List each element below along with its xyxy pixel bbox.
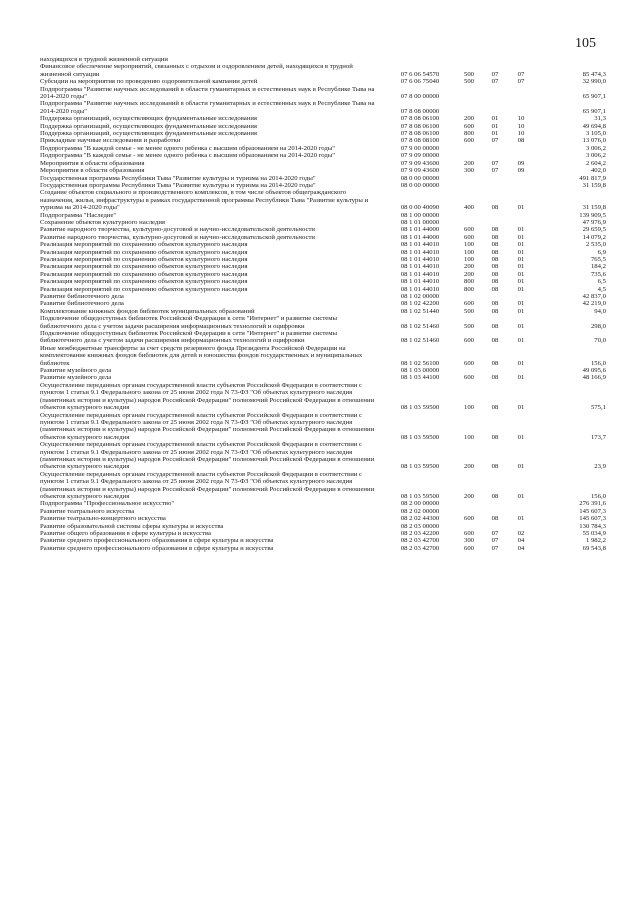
- row-code: 08 0 00 40090: [400, 204, 440, 212]
- table-row: [40, 293, 606, 300]
- row-vr: 600: [463, 300, 475, 308]
- row-name: Реализация мероприятий по сохранению объектов культурного наследия: [40, 285, 248, 293]
- row-pr: 01: [517, 374, 525, 382]
- row-name: Развитие библиотечного дела: [40, 293, 124, 300]
- row-pr: 07: [517, 78, 525, 86]
- row-name: Осуществление переданных органам государственной власти субъектов Российской Федерации в соответствии с пунктом 1 статьи 9.1 Федерального закона от 25 июня 2002 года N 73-ФЗ "Об объектах культурного наследия (памятниках истории и культуры) народов Российской Федерации" полномочий Российской Федерации в отношении объектов культурного наследия: [40, 411, 375, 441]
- row-amount: 23,9: [594, 463, 606, 471]
- row-name: Развитие образовательной системы сферы культуры и искусства: [40, 522, 224, 530]
- row-rz: 07: [491, 530, 499, 537]
- row-rz: 08: [491, 492, 499, 500]
- row-vr: 300: [463, 537, 475, 545]
- row-rz: 08: [491, 248, 499, 256]
- row-name: Осуществление переданных органам государственной власти субъектов Российской Федерации в соответствии с пунктом 1 статьи 9.1 Федерального закона от 25 июня 2002 года N 73-ФЗ "Об объектах культурного наследия (памятниках истории и культуры) народов Российской Федерации" полномочий Российской Федерации в отношении объектов культурного наследия: [40, 381, 375, 412]
- row-pr: 01: [517, 233, 525, 241]
- table-row: [40, 256, 606, 263]
- row-pr: 01: [517, 359, 525, 367]
- row-pr: 04: [517, 537, 525, 545]
- table-row: [40, 515, 606, 522]
- row-vr: 200: [463, 463, 475, 471]
- row-amount: 13 076,0: [582, 137, 606, 145]
- row-name: Государственная программа Республики Тыва "Развитие культуры и туризма на 2014-2020 годы": [40, 174, 316, 182]
- table-row: [40, 241, 606, 248]
- table-row: [40, 537, 606, 544]
- row-rz: 08: [491, 241, 499, 249]
- row-name: Подключение общедоступных библиотек Российской Федерации к сети "Интернет" и развитие системы библиотечного дела с учетом задачи расширения информационных технологий и оцифровки: [40, 315, 337, 330]
- row-vr: 800: [463, 285, 475, 293]
- row-amount: 173,7: [590, 433, 606, 441]
- table-row: [40, 100, 606, 115]
- table-row: [40, 175, 606, 182]
- row-vr: 600: [463, 233, 475, 241]
- row-pr: 01: [517, 263, 525, 271]
- row-amount: 65 907,1: [582, 93, 606, 101]
- row-name: Подпрограмма "В каждой семье - не менее одного ребенка с высшим образованием на 2014-2020 годы": [40, 144, 336, 152]
- row-pr: 01: [517, 255, 525, 263]
- row-amount: 85 474,3: [582, 70, 606, 78]
- row-amount: 3 006,2: [585, 152, 606, 160]
- table-row: [40, 219, 606, 226]
- row-amount: 42 837,0: [582, 293, 606, 300]
- row-rz: 08: [491, 278, 499, 286]
- row-amount: 31,3: [594, 115, 606, 123]
- row-code: 07 8 08 06100: [400, 130, 440, 138]
- row-vr: 600: [463, 337, 475, 345]
- row-name: Финансовое обеспечение мероприятий, связанных с отдыхом и оздоровлением детей, находящихся в трудной жизненной ситуации: [40, 63, 353, 78]
- row-pr: 08: [517, 137, 525, 145]
- row-rz: 01: [491, 115, 499, 123]
- row-rz: 08: [491, 337, 499, 345]
- row-code: 07 8 08 06100: [400, 115, 440, 123]
- row-vr: 100: [463, 241, 475, 249]
- row-name: Развитие народного творчества, культурно-досуговой и научно-исследовательской деятельности: [40, 233, 315, 241]
- row-amount: 156,0: [590, 359, 606, 367]
- table-row: [40, 234, 606, 241]
- row-vr: 400: [463, 204, 475, 212]
- row-code: 08 1 02 51460: [400, 322, 440, 330]
- row-vr: 600: [463, 374, 475, 382]
- row-code: 08 1 01 44010: [400, 241, 440, 249]
- row-name: Развитие музейного дела: [40, 374, 112, 382]
- row-rz: 07: [491, 78, 499, 86]
- row-name: Прикладные научные исследования и разработки: [40, 137, 181, 145]
- row-rz: 08: [491, 255, 499, 263]
- row-code: 08 2 03 42700: [400, 537, 440, 545]
- row-code: 08 1 03 59500: [400, 433, 440, 441]
- row-pr: 01: [517, 248, 525, 256]
- row-pr: 01: [517, 492, 525, 500]
- row-vr: 100: [463, 433, 475, 441]
- row-amount: 735,6: [590, 270, 606, 278]
- row-amount: 3 105,0: [585, 130, 606, 138]
- row-amount: 69 543,8: [582, 544, 606, 552]
- row-vr: 800: [463, 278, 475, 286]
- row-name: Мероприятия в области образования: [40, 167, 145, 175]
- row-vr: 600: [463, 515, 475, 523]
- row-name: Мероприятия в области образования: [40, 159, 145, 167]
- row-pr: 01: [517, 404, 525, 412]
- row-amount: 48 166,9: [582, 374, 606, 382]
- row-pr: 10: [517, 115, 525, 123]
- row-name: Реализация мероприятий по сохранению объектов культурного наследия: [40, 270, 248, 278]
- row-name: Осуществление переданных органам государственной власти субъектов Российской Федерации в соответствии с пунктом 1 статьи 9.1 Федерального закона от 25 июня 2002 года N 73-ФЗ "Об объектах культурного наследия (памятниках истории и культуры) народов Российской Федерации" полномочий Российской Федерации в отношении объектов культурного наследия: [40, 441, 375, 471]
- row-name: Развитие общего образования в сфере культуры и искусства: [40, 530, 211, 537]
- row-code: 08 1 01 44010: [400, 278, 440, 286]
- row-code: 08 2 03 00000: [400, 522, 440, 530]
- row-name: Подключение общедоступных библиотек Российской Федерации к сети "Интернет" и развитие системы библиотечного дела с учетом задачи расширения информационных технологий и оцифровки: [40, 330, 337, 345]
- row-amount: 55 034,9: [582, 530, 606, 537]
- table-row: [40, 523, 606, 530]
- row-code: 08 1 03 44100: [400, 374, 440, 382]
- row-name: Развитие среднего профессионального образования в сфере культуры и искусства: [40, 544, 274, 552]
- row-name: Подпрограмма "Наследие": [40, 211, 117, 219]
- row-code: 07 8 00 00000: [400, 93, 440, 101]
- row-name: Поддержка организаций, осуществляющих фундаментальные исследования: [40, 115, 258, 123]
- table-row: [40, 160, 606, 167]
- row-code: 08 1 01 44000: [400, 233, 440, 241]
- table-row: [40, 86, 606, 101]
- table-row: [40, 63, 606, 78]
- row-code: 08 1 02 00000: [400, 293, 440, 300]
- row-code: 08 1 03 00000: [400, 367, 440, 375]
- table-row: [40, 145, 606, 152]
- row-name: Поддержка организаций, осуществляющих фундаментальные исследования: [40, 130, 258, 138]
- row-name: Комплектование книжных фондов библиотек муниципальных образований: [40, 307, 255, 315]
- row-vr: 200: [463, 270, 475, 278]
- row-code: 08 1 02 42200: [400, 300, 440, 308]
- row-pr: 07: [517, 70, 525, 78]
- row-amount: 184,2: [590, 263, 606, 271]
- row-vr: 600: [463, 359, 475, 367]
- row-pr: 01: [517, 270, 525, 278]
- row-rz: 07: [491, 167, 499, 175]
- table-row: [40, 471, 606, 501]
- row-rz: 08: [491, 233, 499, 241]
- row-code: 08 2 02 44300: [400, 515, 440, 523]
- table-row: [40, 374, 606, 381]
- row-code: 08 1 01 00000: [400, 218, 440, 226]
- row-amount: 14 079,2: [582, 233, 606, 241]
- row-pr: 10: [517, 122, 525, 130]
- row-amount: 765,5: [590, 255, 606, 263]
- table-row: [40, 123, 606, 130]
- row-vr: 600: [463, 544, 475, 552]
- row-code: 08 1 03 59500: [400, 492, 440, 500]
- row-rz: 08: [491, 359, 499, 367]
- row-code: 08 1 01 44010: [400, 263, 440, 271]
- row-name: Развитие народного творчества, культурно-досуговой и научно-исследовательской деятельности: [40, 226, 315, 234]
- row-vr: 800: [463, 130, 475, 138]
- row-pr: 01: [517, 307, 525, 315]
- row-amount: 31 159,8: [582, 181, 606, 189]
- row-amount: 6,5: [597, 278, 606, 286]
- row-pr: 04: [517, 544, 525, 552]
- row-name: Подпрограмма "Развитие научных исследований в области гуманитарных и естественных наук в Республике Тыва на 2014-2020 годы": [40, 100, 375, 115]
- row-amount: 402,0: [590, 167, 606, 175]
- row-name: Подпрограмма "Развитие научных исследований в области гуманитарных и естественных наук в Республике Тыва на 2014-2020 годы": [40, 85, 375, 101]
- row-name: Реализация мероприятий по сохранению объектов культурного наследия: [40, 278, 248, 286]
- row-rz: 08: [491, 515, 499, 523]
- row-rz: 07: [491, 544, 499, 552]
- row-amount: 491 817,9: [579, 174, 606, 182]
- row-name: Создание объектов социального и производственного комплексов, в том числе объектов общегражданского назначения, жилья, инфраструктуры в рамках государственной программы Республики Тыва "Развитие культуры и туризма на 2014-2020 годы": [40, 189, 369, 212]
- row-code: 08 1 02 51440: [400, 307, 440, 315]
- row-pr: 01: [517, 433, 525, 441]
- row-code: 08 1 01 44010: [400, 285, 440, 293]
- row-amount: 29 659,5: [582, 226, 606, 234]
- row-amount: 70,0: [594, 337, 606, 345]
- row-rz: 07: [491, 137, 499, 145]
- table-row: [40, 130, 606, 137]
- row-name: Развитие театрально-концертного искусства: [40, 515, 166, 523]
- row-name: Государственная программа Республики Тыва "Развитие культуры и туризма на 2014-2020 годы": [40, 181, 316, 189]
- table-row: [40, 115, 606, 122]
- table-row: [40, 382, 606, 412]
- row-name: Реализация мероприятий по сохранению объектов культурного наследия: [40, 263, 248, 271]
- row-code: 07 8 08 08100: [400, 137, 440, 145]
- row-vr: 100: [463, 404, 475, 412]
- table-row: [40, 367, 606, 374]
- row-code: 08 1 03 59500: [400, 463, 440, 471]
- row-code: 08 1 01 44010: [400, 255, 440, 263]
- row-pr: 09: [517, 159, 525, 167]
- row-pr: 01: [517, 226, 525, 234]
- row-pr: 01: [517, 204, 525, 212]
- row-rz: 08: [491, 204, 499, 212]
- row-rz: 08: [491, 374, 499, 382]
- row-amount: 2 535,0: [585, 241, 606, 249]
- row-code: 08 1 01 44010: [400, 270, 440, 278]
- row-rz: 08: [491, 285, 499, 293]
- row-name: Развитие музейного дела: [40, 367, 112, 375]
- row-vr: 600: [463, 137, 475, 145]
- row-amount: 1 982,2: [585, 537, 606, 545]
- row-rz: 07: [491, 537, 499, 545]
- row-name: находящихся в трудной жизненной ситуации: [40, 56, 168, 63]
- row-name: Субсидии на мероприятия по проведению оздоровительной кампании детей: [40, 78, 258, 86]
- table-row: [40, 545, 606, 552]
- row-name: Осуществление переданных органам государственной власти субъектов Российской Федерации в соответствии с пунктом 1 статьи 9.1 Федерального закона от 25 июня 2002 года N 73-ФЗ "Об объектах культурного наследия (памятниках истории и культуры) народов Российской Федерации" полномочий Российской Федерации в отношении объектов культурного наследия: [40, 470, 375, 500]
- row-amount: 145 607,3: [579, 507, 606, 515]
- row-amount: 3 006,2: [585, 144, 606, 152]
- row-amount: 4,5: [597, 285, 606, 293]
- row-rz: 08: [491, 404, 499, 412]
- row-code: 08 1 02 56100: [400, 359, 440, 367]
- row-amount: 32 990,0: [582, 78, 606, 86]
- row-code: 07 9 00 00000: [400, 144, 440, 152]
- table-row: [40, 212, 606, 219]
- row-amount: 6,9: [597, 248, 606, 256]
- row-amount: 47 976,9: [582, 218, 606, 226]
- table-row: [40, 189, 606, 211]
- row-vr: 200: [463, 159, 475, 167]
- table-row: [40, 412, 606, 442]
- row-code: 08 0 00 00000: [400, 181, 440, 189]
- row-vr: 100: [463, 248, 475, 256]
- table-row: [40, 137, 606, 144]
- row-pr: 01: [517, 515, 525, 523]
- row-rz: 08: [491, 300, 499, 308]
- row-name: Реализация мероприятий по сохранению объектов культурного наследия: [40, 241, 248, 249]
- row-code: 07 9 09 00000: [400, 152, 440, 160]
- table-row: [40, 152, 606, 159]
- row-rz: 01: [491, 130, 499, 138]
- row-vr: 100: [463, 255, 475, 263]
- row-code: 07 8 08 00000: [400, 107, 440, 115]
- row-code: 08 1 01 44000: [400, 226, 440, 234]
- row-amount: 49 694,8: [582, 122, 606, 130]
- row-amount: 42 219,0: [582, 300, 606, 308]
- row-rz: 01: [491, 122, 499, 130]
- row-amount: 31 159,8: [582, 204, 606, 212]
- row-pr: 01: [517, 337, 525, 345]
- row-amount: 2 604,2: [585, 159, 606, 167]
- row-vr: 200: [463, 263, 475, 271]
- row-rz: 08: [491, 226, 499, 234]
- row-vr: 600: [463, 226, 475, 234]
- table-row: [40, 345, 606, 367]
- row-pr: 02: [517, 530, 525, 537]
- table-row: [40, 167, 606, 174]
- row-rz: 08: [491, 433, 499, 441]
- table-row: [40, 508, 606, 515]
- row-pr: 09: [517, 167, 525, 175]
- row-rz: 08: [491, 463, 499, 471]
- row-amount: 94,0: [594, 307, 606, 315]
- row-name: Развитие театрального искусства: [40, 507, 135, 515]
- table-row: [40, 441, 606, 471]
- row-amount: 49 095,6: [582, 367, 606, 375]
- table-row: [40, 78, 606, 85]
- row-amount: 145 607,3: [579, 515, 606, 523]
- row-rz: 07: [491, 70, 499, 78]
- row-pr: 01: [517, 241, 525, 249]
- table-row: [40, 271, 606, 278]
- row-vr: 600: [463, 122, 475, 130]
- row-pr: 01: [517, 463, 525, 471]
- table-row: [40, 300, 606, 307]
- row-name: Реализация мероприятий по сохранению объектов культурного наследия: [40, 248, 248, 256]
- row-code: 08 1 02 51460: [400, 337, 440, 345]
- row-code: 08 1 01 44010: [400, 248, 440, 256]
- row-code: 08 1 00 00000: [400, 211, 440, 219]
- row-vr: 500: [463, 307, 475, 315]
- row-name: Подпрограмма "Профессиональное искусство": [40, 500, 175, 508]
- row-pr: 10: [517, 130, 525, 138]
- row-amount: 130 784,3: [579, 522, 606, 530]
- row-pr: 01: [517, 278, 525, 286]
- page-number: 105: [575, 36, 596, 51]
- row-rz: 08: [491, 270, 499, 278]
- row-rz: 07: [491, 159, 499, 167]
- row-rz: 08: [491, 322, 499, 330]
- table-row: [40, 278, 606, 285]
- table-row: [40, 182, 606, 189]
- row-code: 07 6 06 54570: [400, 70, 440, 78]
- row-vr: 600: [463, 530, 475, 537]
- row-amount: 298,0: [590, 322, 606, 330]
- row-pr: 01: [517, 300, 525, 308]
- row-name: Сохранение объектов культурного наследия: [40, 218, 165, 226]
- row-name: Поддержка организаций, осуществляющих фундаментальные исследования: [40, 122, 258, 130]
- row-amount: 575,1: [590, 404, 606, 412]
- row-name: Иные межбюджетные трансферты за счет средств резервного фонда Президента Российской Федерации на комплектование книжных фондов библиотек для детей и юношества фондов государственных и муниципальных библиотек: [40, 344, 363, 367]
- row-name: Развитие библиотечного дела: [40, 300, 124, 308]
- row-amount: 156,0: [590, 492, 606, 500]
- row-amount: 276 391,6: [579, 500, 606, 508]
- row-rz: 08: [491, 307, 499, 315]
- table-row: [40, 330, 606, 345]
- table-row: [40, 263, 606, 270]
- table-row: [40, 315, 606, 330]
- row-name: Подпрограмма "В каждой семье - не менее одного ребенка с высшим образованием на 2014-2020 годы": [40, 152, 336, 160]
- row-code: 07 9 09 43600: [400, 159, 440, 167]
- row-code: 07 6 06 75040: [400, 78, 440, 86]
- row-code: 07 9 09 43600: [400, 167, 440, 175]
- row-code: 07 8 08 06100: [400, 122, 440, 130]
- table-row: [40, 249, 606, 256]
- row-code: 08 2 00 00000: [400, 500, 440, 508]
- row-code: 08 2 03 42200: [400, 530, 440, 537]
- budget-table: [40, 56, 606, 552]
- row-vr: 300: [463, 167, 475, 175]
- row-name: Реализация мероприятий по сохранению объектов культурного наследия: [40, 255, 248, 263]
- row-vr: 500: [463, 78, 475, 86]
- row-name: Развитие среднего профессионального образования в сфере культуры и искусства: [40, 537, 274, 545]
- row-pr: 01: [517, 322, 525, 330]
- row-code: 08 2 03 42700: [400, 544, 440, 552]
- row-rz: 08: [491, 263, 499, 271]
- row-amount: 65 907,1: [582, 107, 606, 115]
- row-code: 08 1 03 59500: [400, 404, 440, 412]
- row-amount: 139 909,5: [579, 211, 606, 219]
- row-pr: 01: [517, 285, 525, 293]
- table-row: [40, 56, 606, 63]
- row-vr: 200: [463, 115, 475, 123]
- row-code: 08 0 00 00000: [400, 174, 440, 182]
- table-row: [40, 530, 606, 537]
- row-vr: 500: [463, 70, 475, 78]
- table-row: [40, 226, 606, 233]
- table-row: [40, 308, 606, 315]
- row-vr: 200: [463, 492, 475, 500]
- row-vr: 500: [463, 322, 475, 330]
- row-code: 08 2 02 00000: [400, 507, 440, 515]
- table-row: [40, 500, 606, 507]
- table-row: [40, 286, 606, 293]
